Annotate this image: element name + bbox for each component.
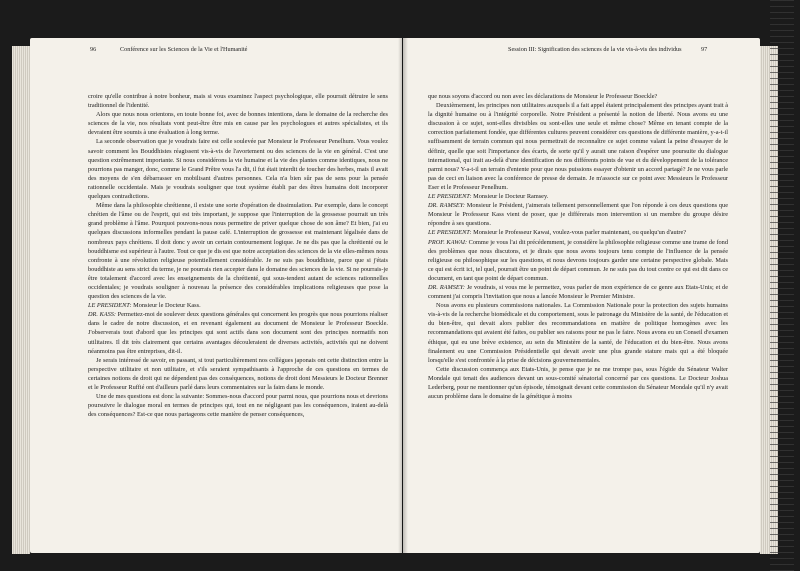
paragraph <box>428 365 728 401</box>
paragraph-text: Alors que nous nous orientons, en toute bonne foi, avec de bonnes intentions, dans le domaine de la recherche des sciences de la vie, nos résultats vont peut-être être mis en cause par les psychologues et autres spécialistes, et ils devraient être soumis à une évaluation à long terme. <box>88 111 388 137</box>
paragraph-text: Même dans la philosophie chrétienne, il existe une sorte d'opération de dissimulation. Par exemple, dans le concept chrétien de l'âme ou de l'esprit, qui est très important, je suppose que l'interruption de la grossesse pourrait un très grand problème à l'âme. Pourquoi pouvons-nous nous permettre de priver quelque chose de son âme? Et bien, j'ai eu quelques discussions informelles pendant la pause café. L'interruption de grossesse est maintenant légalisée dans de nombreux pays chrétiens. Il doit donc y avoir un certain contournement logique. Je ne dis pas que la chrétienté ou le bouddhisme est supérieur à l'autre. Tout ce que je dis est que notre acceptation des sciences de la vie elles-mêmes nous confronte à une révolution religieuse potentiellement considérable. Je ne suis pas bouddhiste, parce que si j'étais bouddhiste au sens strict du terme, je ne pourrais rien accepter dans le domaine des sciences de la vie. Si ne pourrais-je être totalement d'accord avec les enseignements de la chrétienté, qui sous-tendent autant de sciences rationnelles occidentales; je voudrais souligner à nouveau la présence des considérables implications religieuses que pose la question des sciences de la vie. <box>88 202 388 301</box>
paragraph <box>88 356 388 392</box>
paragraph <box>428 201 728 228</box>
paragraph <box>428 92 728 101</box>
left-running-head: Conférence sur les Sciences de la Vie et l'Humanité <box>120 46 248 53</box>
paragraph <box>88 301 388 310</box>
paragraph <box>428 238 728 283</box>
paragraph-text: Je serais intéressé de savoir, en passant, si tout particulièrement nos collègues japonais ont cette distinction entre la perspective utilitaire et non utilitaire, et s'ils seraient sympathisants à l'approche de ces questions en termes de certaines notions de droit qui ne dépendent pas des conséquences, notions de droit dont Messieurs le Docteur Brenner et le Professeur Ruffié ont d'ailleurs parlé dans leurs commentaires sur la faim dans le monde. <box>88 356 388 391</box>
paragraph-text: Monsieur le Docteur Kass. <box>131 302 201 310</box>
paragraph <box>428 228 728 237</box>
paragraph-text: Nous avons eu plusieurs commissions nationales. La Commission Nationale pour la protection des sujets humains vis-à-vis de la recherche biomédicale et du comportement, sous le patronage du Ministère de la santé, de l'éducation et du bien-être, qui devait alors publier des recommandations en matière de politique homogènes avec les recommandations qui avaient été faites, ou publier ses raisons pour ne pas le faire. Nous avons eu un Conseil d'examen éthique, qui eu une brève existence, au sein du Ministère de la santé, de l'éducation et du bien-être. Nous avons finalement eu une Commission Présidentielle qui devait avoir une plus grande stature mais qui a été bloquée lorsqu'elle s'est confrontée à la prise de décisions gouvernementales. <box>428 302 728 364</box>
speaker-label: LE PRESIDENT: <box>88 302 132 310</box>
paragraph <box>88 392 388 419</box>
paragraph-text: Monsieur le Professeur Kawai, voulez-vous parler maintenant, ou quelqu'un d'autre? <box>471 229 687 237</box>
right-page-number: 97 <box>701 46 708 53</box>
speaker-label: DR. RAMSEY: <box>428 283 465 291</box>
speaker-label: LE PRESIDENT: <box>428 229 472 237</box>
paragraph-text: Cette discussion commença aux Etats-Unis, je pense que je ne me trompe pas, sous l'égide du Sénateur Walter Mondale qui tenait des audiences devant un sous-comité sénatorial concerné par ces questions. Le Docteur Joshua Lederberg, pour ne mentionner qu'un épisode, témoignait devant cette commission du Sénateur Mondale qu'il n'y avait aucun problème dans le domaine de la génétique à moins <box>428 365 728 401</box>
paragraph-text: que nous soyons d'accord ou non avec les déclarations de Monsieur le Professeur Boeckle? <box>428 93 658 100</box>
paragraph-text: Une de mes questions est donc la suivante: Sommes-nous d'accord pour parmi nous, que pourrions nous et devrions poursuivre le dialogue moral en termes de principes qui, tout en ne négligeant pas les conséquences, iraient au-delà des conséquences? Est-ce que nous partageons cette manière de penser conséquences, <box>88 393 388 419</box>
paragraph <box>88 310 388 355</box>
speaker-label: DR. KASS: <box>88 311 117 319</box>
paragraph-text: Permettez-moi de soulever deux questions générales qui concernent les progrès que nous pourrions réaliser dans le cadre de notre discussion, et en revenant également au document de Monsieur le Professeur Boeckle. J'observerais tout d'abord que les principes qui sont actifs dans son document sont des principes normatifs non utilitaires. Il dit très clairement que certains avantages découleraient de diverses activités, activités qui ne doivent néanmoins pas être entreprises, dit-il. <box>88 311 388 355</box>
left-page-body <box>88 92 388 419</box>
right-running-head: Session III: Signification des sciences de la vie vis-à-vis des individus <box>508 46 682 53</box>
paragraph <box>428 192 728 201</box>
right-page-body <box>428 92 728 401</box>
paragraph-text: croire qu'elle contribue à notre bonheur, mais si vous examinez l'aspect psychologique, elle pourrait détruire le sens traditionnel de l'identité. <box>88 93 388 110</box>
paragraph <box>88 201 388 301</box>
left-page-number: 96 <box>90 46 97 53</box>
paragraph-text: Je voudrais, si vous me le permettez, vous parler de mon expérience de ce genre aux Etats-Unis; et de comment j'ai compris l'invitation que nous a lancée Monsieur le Premier Ministre. <box>428 283 729 301</box>
paragraph <box>428 283 728 301</box>
paragraph <box>88 137 388 201</box>
paragraph <box>428 101 728 192</box>
paragraph <box>88 92 388 110</box>
paragraph-text: Monsieur le Président, j'aimerais tellement personnellement que l'on réponde à ces deux questions que Monsieur le Professeur Kass vient de poser, que je différerais mon intervention si un membre du groupe désire répondre à ses questions. <box>428 202 728 228</box>
speaker-label: PROF. KAWAI: <box>428 238 468 246</box>
paragraph <box>88 110 388 137</box>
paragraph-text: Monsieur le Docteur Ramsey. <box>471 193 549 201</box>
page-stack-edge-left <box>12 46 30 554</box>
paragraph-text: La seconde observation que je voudrais faire est celle soulevée par Monsieur le Professeur Penelhum. Vous voulez savoir comment les Bouddhistes réagissent vis-à-vis de l'avortement ou des sciences de la vie en général. C'est une question extrêmement importante. Si nous considérons la vie humaine et la vie des plantes comme identiques, nous ne pourrions pas manger, donc, comme le Grand Prêtre vous l'a dit, il fut était interdit de toucher des herbes, mais il avait des moyens de s'en débarrasser en mobilisant d'autres personnes. Cela n'a bien sûr pas de sens pour la pensée rationnelle occidentale. Mais je voudrais souligner que tout système établi par des êtres humains doit incorporer quelques contradictions. <box>88 138 388 201</box>
book-gutter <box>398 38 408 553</box>
speaker-label: DR. RAMSEY: <box>428 202 465 210</box>
paragraph-text: Deuxièmement, les principes non utilitaires auxquels il a fait appel étaient principalement des principes ayant trait à la dignité humaine ou à l'intégrité corporelle. Notre Président a présenté la notion de liberté. Nous avons eu une discussion à ce sujet, sont-elles divisibles ou sont-elles une seule et même chose? Même en tenant compte de la correction parfaitement fondée, que différentes cultures peuvent considérer ces questions de différente manière, y-a-t-il suffisamment de terrain commun qui nous permettrait de reconnaître ce sujet comme valant la peine d'essayer de le définir, quelle que soit l'importance des écarts, de sorte qu'il y aurait une raison d'espérer une poursuite du dialogue international, qui irait au-delà d'une identification de nos différents points de vue et du développement de la tolérance parmi nous? Y-a-t-il un terrain d'entente pour que nous puissions essayer d'obtenir un accord partagé? Je ne vous parle pas de ceci en liaison avec la conférence de presse de demain. Je m'associe sur ce point avec Messieurs le Professeur Eser et le Professeur Penelhum. <box>428 102 728 191</box>
paragraph-text: Comme je vous l'ai dit précédemment, je considère la philosophie religieuse comme une trame de fond des problèmes que nous discutons, et je dirais que nous avons toujours tenu compte de l'influence de la pensée religieuse ou philosophique sur les questions, et nous devrons toujours garder une certaine perspective globale. Mais ce qui est écrit ici, tel quel, pourrait être un point de départ commun. Je ne suis pas du tout contre ce qui est dit dans ce document, en tant que point de départ commun. <box>428 238 728 282</box>
speaker-label: LE PRESIDENT: <box>428 193 472 201</box>
paragraph <box>428 301 728 365</box>
measurement-scale <box>770 0 794 571</box>
